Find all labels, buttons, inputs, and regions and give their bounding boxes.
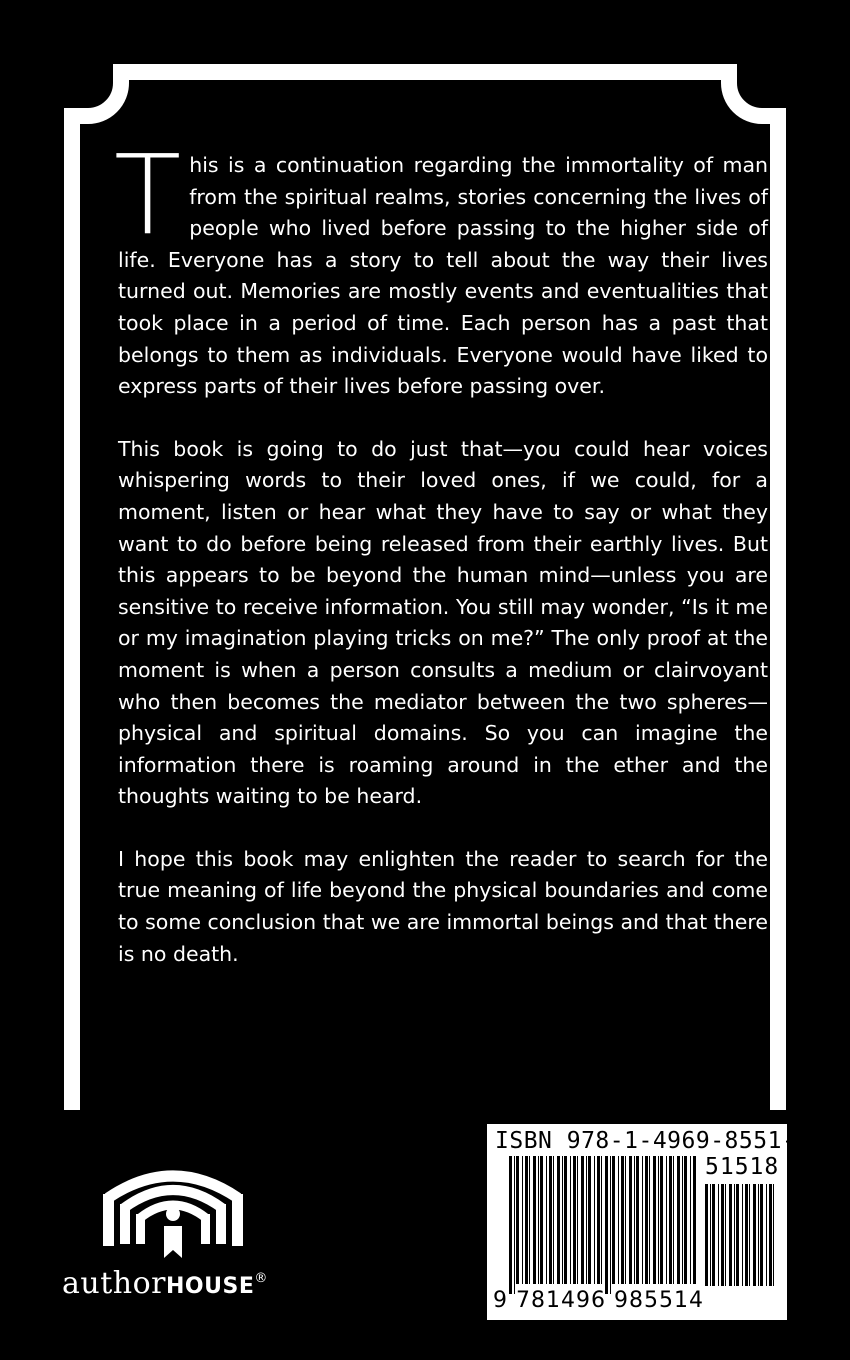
addon-barcode-bars bbox=[705, 1184, 779, 1296]
publisher-logo bbox=[62, 1158, 282, 1308]
isbn-label: ISBN 978-1-4969-8551-4 bbox=[495, 1128, 811, 1154]
drop-cap: T bbox=[114, 131, 182, 259]
publisher-name: authorHOUSE® bbox=[62, 1266, 268, 1301]
price-code: 51518 bbox=[705, 1154, 780, 1180]
blurb-paragraph-1: This is a continuation regarding the immortality of man from the spiritual realms, stories concerning the lives of people who lived before passing to the higher side of life. Everyone has a story to tell about the way their lives turned out. Memories are mostly events and eventualities that took place in a period of time. Each person has a past that belongs to them as individuals. Everyone would have liked to express parts of their lives before passing over. bbox=[114, 131, 768, 399]
blurb-paragraph-2: This book is going to do just that—you could hear voices whispering words to their loved ones, if we could, for a moment, listen or hear what they have to say or what they want to do before being released from their earthly lives. But this appears to be beyond the human mind—unless you are sensitive to receive information. You still may wonder, “Is it me or my imagination playing tricks on me?” The only proof at the moment is when a person consults a medium or clairvoyant who then becomes the mediator between the two spheres—physical and spiritual domains. So you can imagine the information there is roaming around in the ether and the thoughts waiting to be heard. bbox=[118, 436, 768, 809]
ean-digits: 9 781496 985514 bbox=[493, 1288, 704, 1313]
authorhouse-logo-icon bbox=[98, 1158, 248, 1264]
isbn-barcode bbox=[487, 1124, 811, 1320]
blurb-paragraph-3: I hope this book may enlighten the reader to search for the true meaning of life beyond the physical boundaries and come to some conclusion that we are immortal beings and that there is no death. bbox=[118, 846, 768, 966]
back-cover-blurb bbox=[114, 131, 768, 1001]
ean-barcode-bars bbox=[509, 1156, 699, 1294]
